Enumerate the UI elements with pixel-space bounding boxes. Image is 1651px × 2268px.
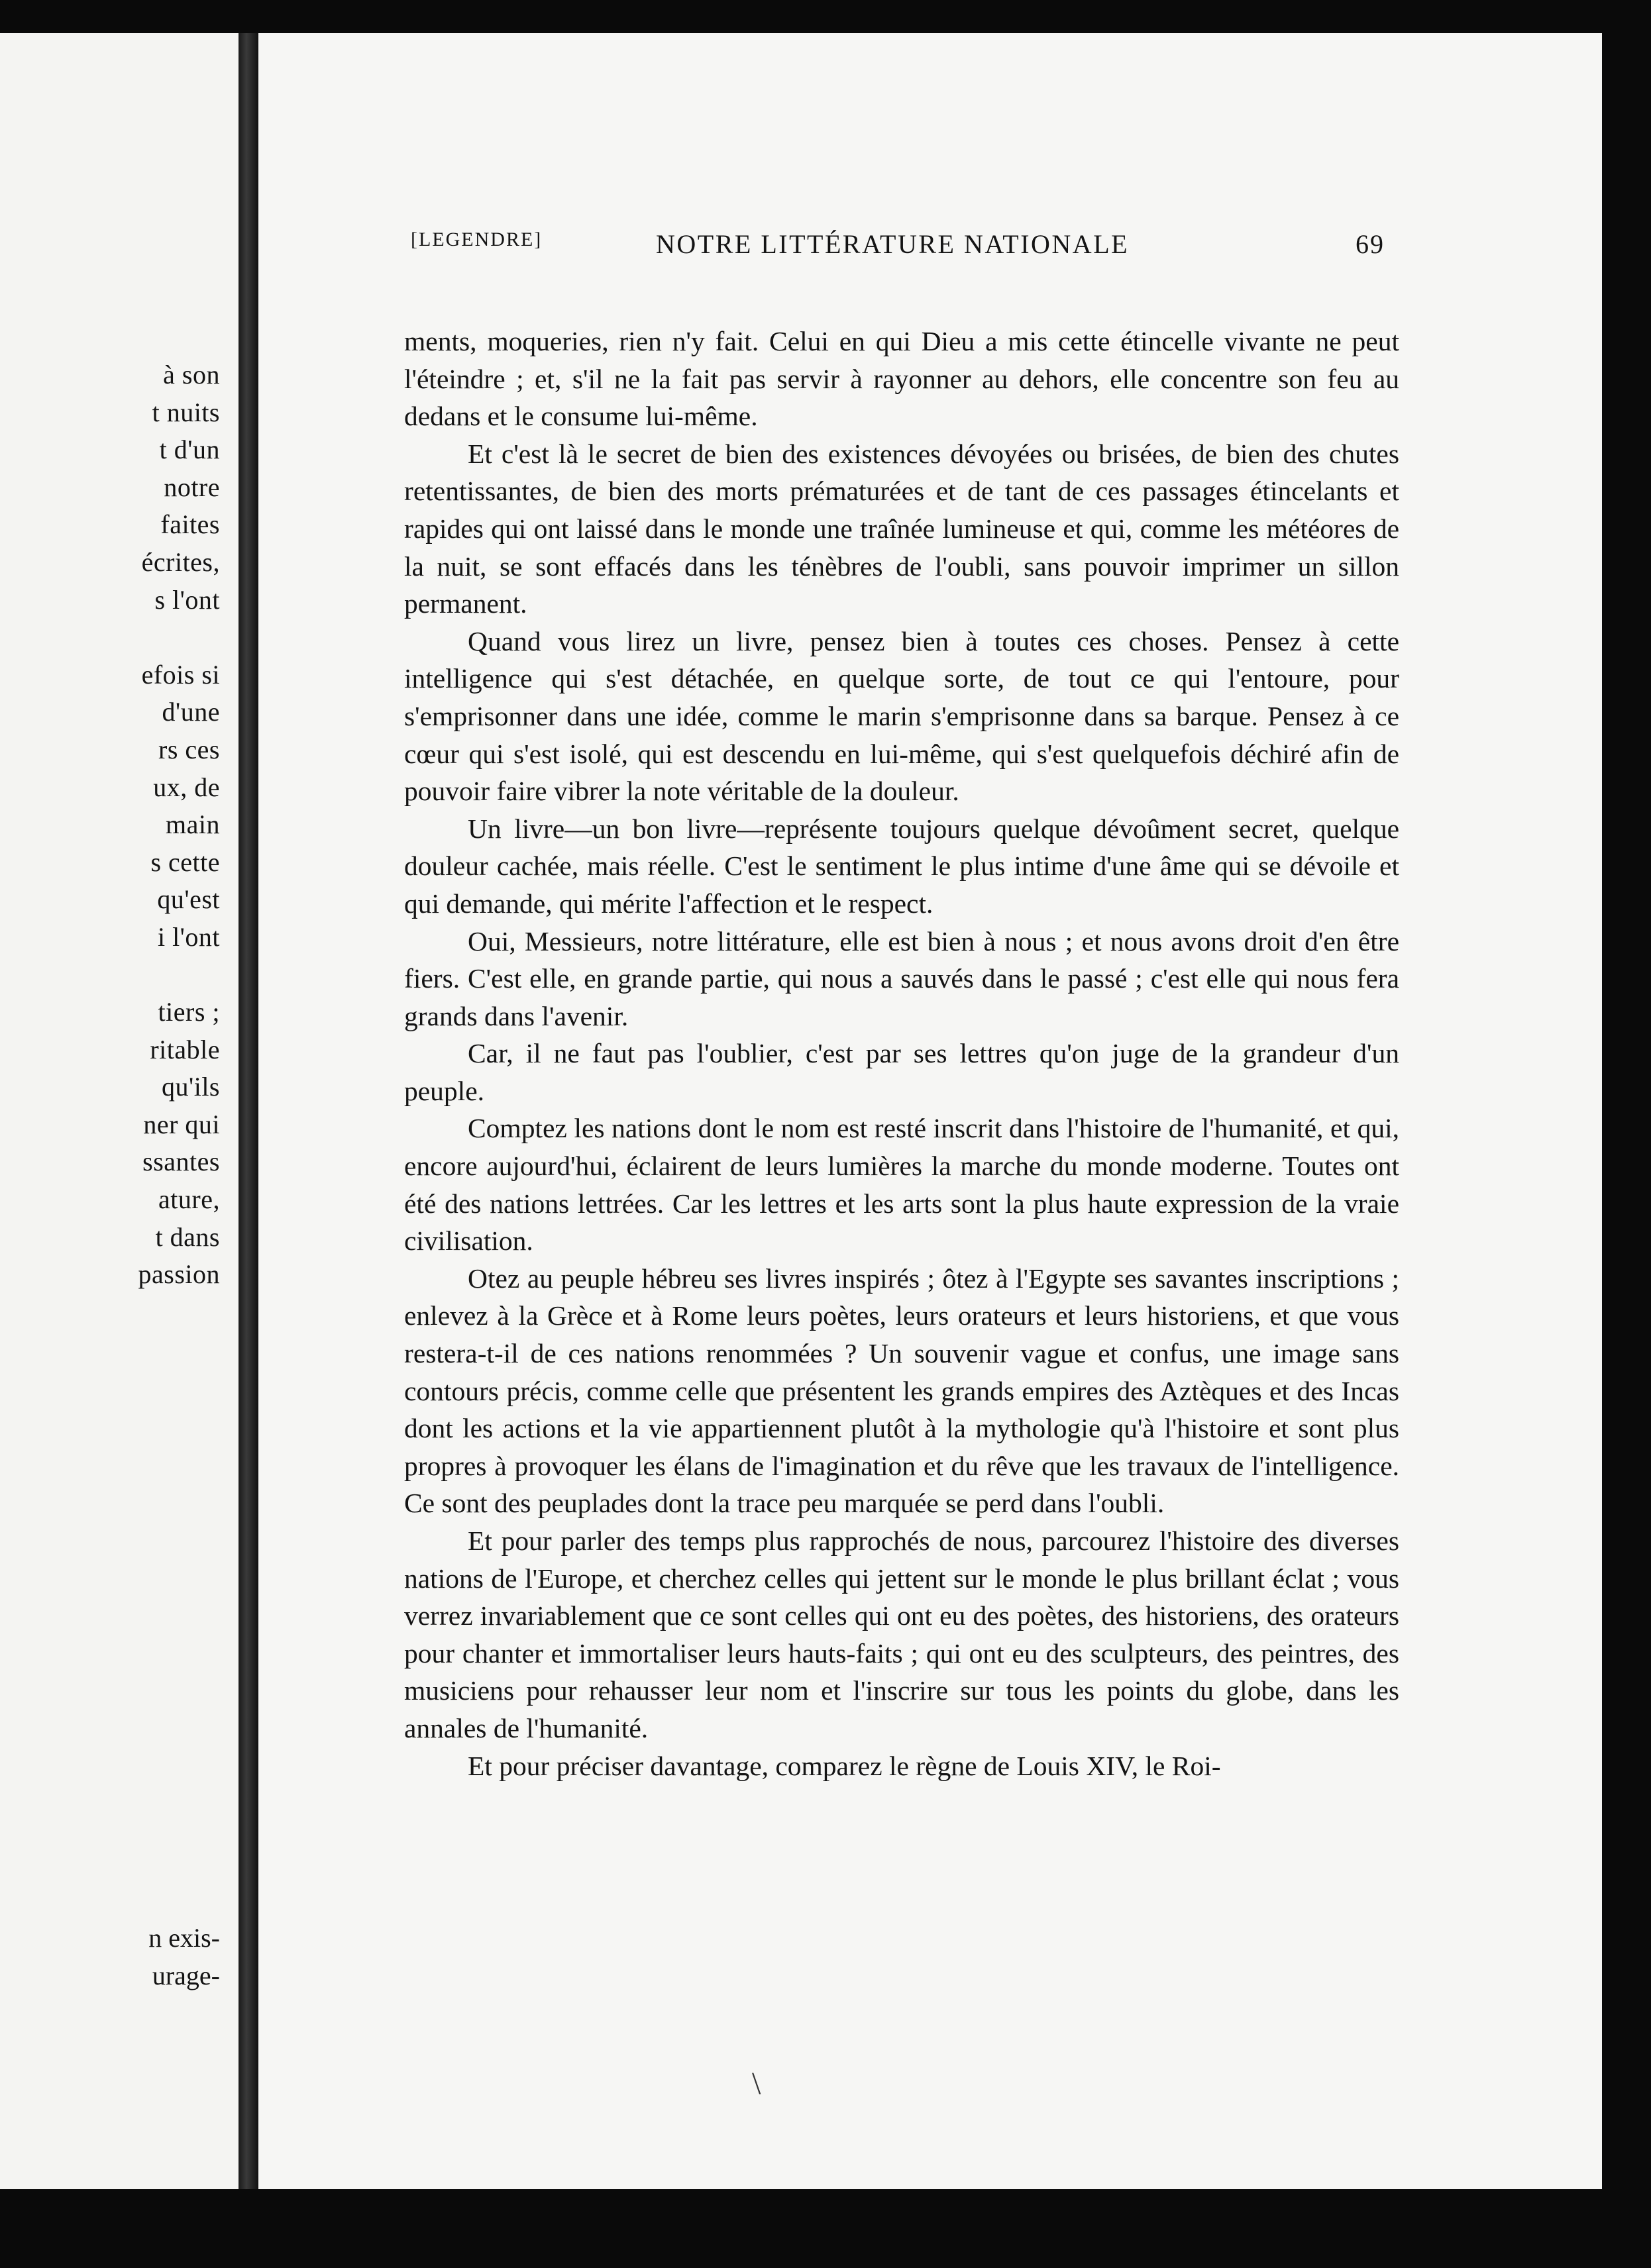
left-top-line: faites <box>160 509 220 540</box>
left-top-line: ux, de <box>153 772 220 802</box>
left-bottom-line: urage- <box>152 1960 220 1990</box>
page-number: 69 <box>1356 229 1385 259</box>
left-top-line: ssantes <box>142 1147 220 1177</box>
left-top-line: d'une <box>162 697 220 727</box>
header-title: NOTRE LITTÉRATURE NATIONALE <box>656 229 1130 259</box>
running-head <box>411 229 1405 266</box>
left-top-line: notre <box>164 472 220 502</box>
left-top-line: écrites, <box>141 546 220 577</box>
left-page-text-bottom <box>8 1920 220 1994</box>
left-top-line <box>8 619 220 656</box>
scan-border-right <box>1602 0 1651 2268</box>
left-top-line: s cette <box>150 847 220 877</box>
left-facing-page <box>0 33 239 2189</box>
left-top-line: rs ces <box>158 734 220 764</box>
left-top-line: t nuits <box>152 397 220 427</box>
left-top-line: ner qui <box>143 1109 220 1139</box>
paragraph: Car, il ne faut pas l'oublier, c'est par ses lettres qu'on juge de la grandeur d'un peuple. <box>404 1038 1399 1106</box>
left-top-line: à son <box>163 360 220 389</box>
left-top-line: s l'ont <box>154 584 220 615</box>
paragraph: Et pour préciser davantage, comparez le règne de Louis XIV, le Roi- <box>468 1750 1221 1781</box>
left-top-line: t dans <box>155 1221 220 1252</box>
paragraph: Comptez les nations dont le nom est resté inscrit dans l'histoire de l'humanité, et qui, encore aujourd'hui, éclairent de leurs lumières la marche du monde moderne. Toutes ont été des nations lettrées. Car les lettres et les arts sont la plus haute expression de la vraie civilisation. <box>404 1113 1399 1257</box>
paragraph: Et pour parler des temps plus rapprochés de nous, parcourez l'histoire des diverses nations de l'Europe, et cherchez celles qui jettent sur le monde le plus brillant éclat ; vous verrez invariablement que ce sont celles qui ont eu des poètes, des historiens, des orateurs pour chanter et immortaliser leurs hauts-faits ; qui ont eu des sculpteurs, des peintres, des musiciens pour rehausser leur nom et l'inscrire sur tous les points du globe, dans les annales de l'humanité. <box>404 1525 1399 1743</box>
left-top-line <box>8 956 220 994</box>
body-text <box>404 323 1399 1784</box>
left-top-line: main <box>166 809 220 840</box>
stray-mark: \ <box>752 2066 761 2101</box>
left-page-text-top <box>8 356 220 1294</box>
left-top-line: i l'ont <box>157 921 220 952</box>
left-top-line: ature, <box>158 1184 220 1215</box>
left-top-line: qu'ils <box>162 1072 220 1102</box>
paragraph: ments, moqueries, rien n'y fait. Celui en qui Dieu a mis cette étincelle vivante ne peut l'éteindre ; et, s'il ne la fait pas servir à rayonner au dehors, elle concentre son feu au dedans et le consume lui-même. <box>404 326 1399 432</box>
left-top-line: t d'un <box>159 435 220 465</box>
paragraph: Oui, Messieurs, notre littérature, elle est bien à nous ; et nous avons droit d'en être fiers. C'est elle, en grande partie, qui nous a sauvés dans le passé ; c'est elle qui nous fera grands dans l'avenir. <box>404 925 1399 1031</box>
left-top-line: efois si <box>141 659 220 690</box>
left-top-line: passion <box>138 1259 220 1290</box>
left-top-line: ritable <box>150 1034 220 1064</box>
left-top-line: qu'est <box>157 884 220 915</box>
paragraph: Et c'est là le secret de bien des existences dévoyées ou brisées, de bien des chutes retentissantes, de bien des morts prématurées et de tant de ces passages étincelants et rapides qui ont laissé dans le monde une traînée lumineuse et qui, comme les météores de la nuit, se sont effacés dans les ténèbres de l'oubli, sans pouvoir imprimer un sillon permanent. <box>404 438 1399 619</box>
header-author: [LEGENDRE] <box>411 229 543 250</box>
paragraph: Otez au peuple hébreu ses livres inspirés ; ôtez à l'Egypte ses savantes inscriptions ; enlevez à la Grèce et à Rome leurs poètes, leurs orateurs et leurs historiens, et que vous restera-t-il de ces nations renommées ? Un souvenir vague et confus, une image sans contours précis, comme celle que présentent les grands empires des Aztèques et des Incas dont les actions et la vie appartiennent plutôt à la mythologie qu'à l'histoire et sont plus propres à provoquer les élans de l'imagination et du rêve que les travaux de l'intelligence. Ce sont des peuplades dont la trace peu marquée se perd dans l'oubli. <box>404 1263 1399 1519</box>
left-bottom-line: n exis- <box>148 1923 220 1953</box>
paragraph: Un livre—un bon livre—représente toujours quelque dévoûment secret, quelque douleur cachée, mais réelle. C'est le sentiment le plus intime d'une âme qui se dévoile et qui demande, qui mérite l'affection et le respect. <box>404 813 1399 919</box>
scan-border-top <box>0 0 1651 33</box>
scan-border-bottom <box>0 2189 1651 2268</box>
left-top-line: tiers ; <box>158 997 220 1027</box>
book-gutter <box>239 33 258 2189</box>
paragraph: Quand vous lirez un livre, pensez bien à toutes ces choses. Pensez à cette intelligence qui s'est détachée, en quelque sorte, de tout ce qui l'entoure, pour s'emprisonner dans une idée, comme le marin s'emprisonne dans sa barque. Pensez à ce cœur qui s'est isolé, qui est descendu en lui-même, qui s'est quelquefois déchiré afin de pouvoir faire vibrer la note véritable de la douleur. <box>404 625 1399 807</box>
